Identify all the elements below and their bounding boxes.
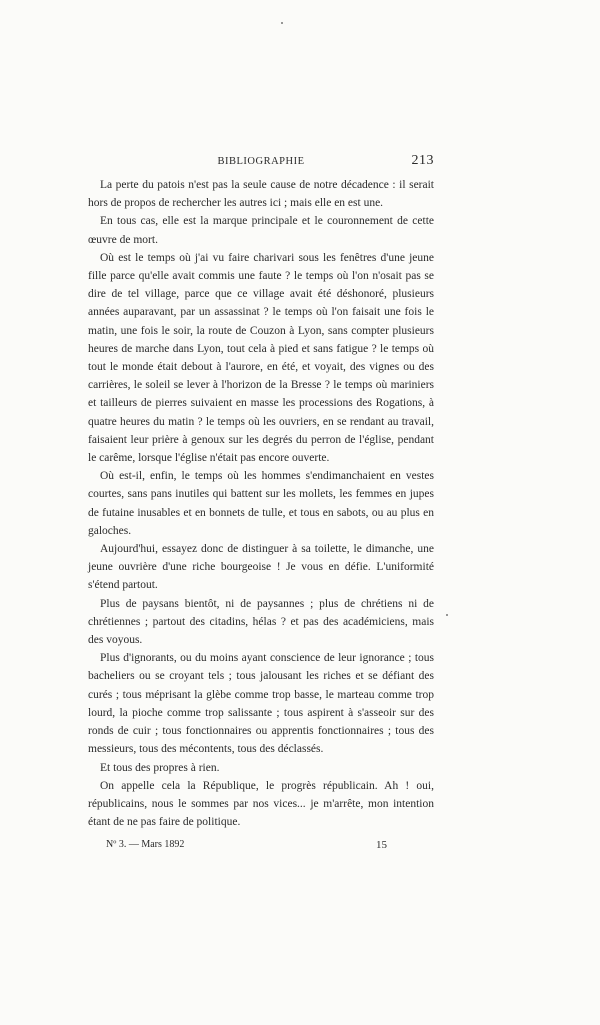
paragraph: En tous cas, elle est la marque principale et le couronnement de cette œuvre de mort. [88,215,434,246]
paragraph: La perte du patois n'est pas la seule cause de notre décadence : il serait hors de propos de rechercher les autres ici ; mais elle en est une. [88,179,434,210]
paragraph: Plus d'ignorants, ou du moins ayant conscience de leur ignorance ; tous bacheliers ou se croyant tels ; tous jalousant les riches et se défiant des curés ; tous méprisant la glèbe comme trop basse, le marteau comme trop lourd, la pioche comme trop salissante ; tous aspirent à s'asseoir sur des ronds de cuir ; tous fonctionnaires ou apprentis fonctionnaires ; tous des messieurs, tous des mécontents, tous des déclassés. [88,652,434,756]
paragraph: Aujourd'hui, essayez donc de distinguer à sa toilette, le dimanche, une jeune ouvrière d'une riche bourgeoise ! Je vous en défie. L'uniformité s'étend partout. [88,543,434,592]
print-speck [281,22,283,24]
paragraph: On appelle cela la République, le progrès républicain. Ah ! oui, républicains, nous le sommes par nos vices... je m'arrête, mon intention étant de ne pas faire de politique. [88,779,434,829]
paragraph: Où est le temps où j'ai vu faire charivari sous les fenêtres d'une jeune fille parce qu'elle avait commis une faute ? le temps où l'on n'osait pas se dire de tel village, parce que ce village avait été déshonoré, plusieurs années auparavant, par un assassinat ? le temps où l'on faisait une fois le matin, une fois le soir, la route de Couzon à Lyon, sans compter plusieurs heures de marche dans Lyon, tout cela à pied et sans fatigue ? le temps où tout le monde était debout à l'aurore, en été, et voyait, des vignes ou des carrières, le soleil se lever à l'horizon de la Bresse ? le temps où mariniers et tailleurs de pierres suivaient en masse les processions des Rogations, à quatre heures du matin ? le temps où les ouvriers, en se rendant au travail, faisaient leur prière à genoux sur les degrés du perron de l'église, pendant le carême, lorsque l'église n'était pas encore ouverte. [88,251,434,465]
issue-signature: Nº 3. — Mars 1892 [106,839,185,851]
paragraph: Où est-il, enfin, le temps où les hommes s'endimanchaient en vestes courtes, sans pans inutiles qui battent sur les mollets, les femmes en jupes de futaine inusables et en bonnets de tulle, et tous en sabots, ou au plus en galoches. [88,470,434,537]
page-header [88,154,434,176]
page-footer [88,837,434,857]
paragraph: Et tous des propres à rien. [100,761,220,774]
body-text [88,176,434,831]
page-number: 213 [411,153,434,168]
running-title: BIBLIOGRAPHIE [217,156,305,167]
print-speck [446,614,448,616]
paragraph: Plus de paysans bientôt, ni de paysannes ; plus de chrétiens ni de chrétiennes ; partout des citadins, hélas ? et pas des académiciens, mais des voyous. [88,597,434,647]
sheet-number: 15 [376,839,387,852]
document-page [88,154,434,857]
